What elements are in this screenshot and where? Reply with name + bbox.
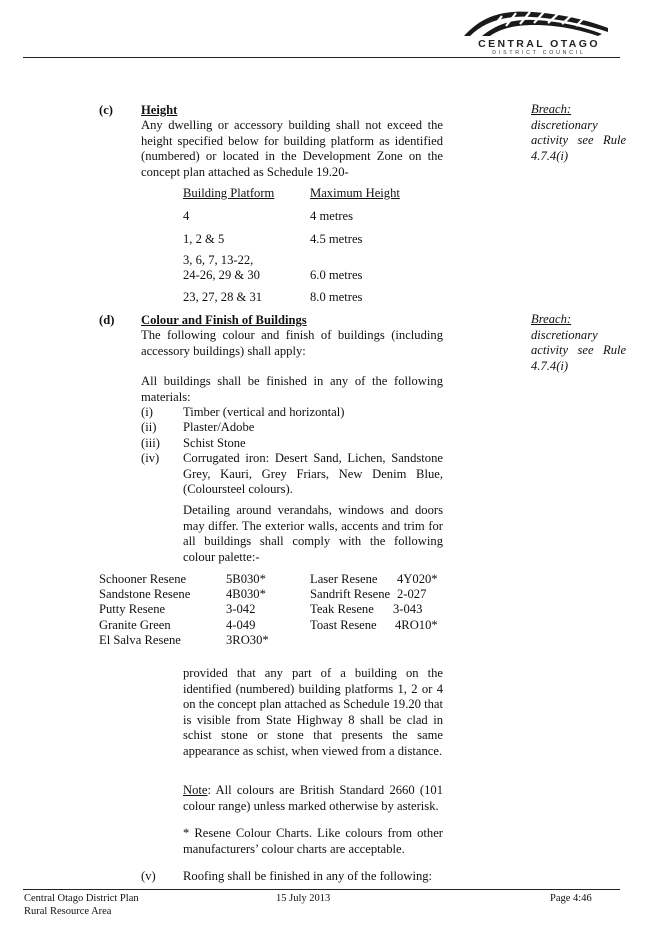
breach-line: discretionary (531, 117, 598, 132)
breach-line: discretionary (531, 327, 598, 342)
table-row-platform: 1, 2 & 5 (183, 232, 225, 246)
breach-line: activity see Rule (531, 343, 627, 358)
resene-note: * Resene Colour Charts. Like colours from other manufacturers’ colour charts are acceptable. (183, 826, 443, 856)
footer-plan-title: Central Otago District Plan (24, 893, 139, 904)
section-d-intro: The following colour and finish of buildings (including accessory buildings) shall apply: (141, 328, 443, 358)
palette-code: 4-049 (226, 618, 256, 632)
table-row-height: 4 metres (310, 209, 354, 223)
footer-page-number: Page 4:46 (550, 893, 592, 904)
breach-line: 4.7.4(i) (531, 148, 569, 163)
hills-logo-icon (462, 6, 610, 40)
note-text: : All colours are British Standard 2660 (101 colour range) unless marked otherwise by asterisk. (183, 783, 443, 813)
breach-line: 4.7.4(i) (531, 358, 569, 373)
note-paragraph (183, 783, 443, 814)
palette-name: Laser Resene (310, 572, 378, 586)
material-num: (i) (141, 405, 153, 419)
palette-name: Granite Green (99, 618, 171, 632)
palette-name: Putty Resene (99, 602, 166, 616)
breach-note-c (531, 102, 631, 164)
breach-title: Breach: (531, 102, 572, 116)
header-rule (23, 57, 620, 58)
table-row-platform: 24-26, 29 & 30 (183, 268, 260, 282)
palette-code: 4RO10* (395, 618, 438, 632)
logo-wordmark: CENTRAL OTAGO (478, 38, 600, 50)
palette-code: 3-043 (393, 602, 423, 616)
proviso-text: provided that any part of a building on the identified (numbered) building platforms 1, 2 or 4 on the concept plan attached as Schedule 19.20 that is visible from State Highway 8 shall be clad in schist stone or stone that presents the same appearance as schist, when viewed from a distance. (183, 666, 443, 758)
roofing-num: (v) (141, 869, 156, 883)
palette-name: Toast Resene (310, 618, 377, 632)
footer-date: 15 July 2013 (276, 893, 331, 904)
table-row-height: 6.0 metres (310, 268, 363, 282)
breach-title: Breach: (531, 312, 572, 326)
table-header-height: Maximum Height (310, 186, 400, 200)
section-d-label: (d) (99, 313, 115, 327)
breach-note-d (531, 312, 631, 374)
palette-name: Sandstone Resene (99, 587, 191, 601)
materials-intro: All buildings shall be finished in any of the following materials: (141, 374, 443, 404)
section-c-body: Any dwelling or accessory building shall not exceed the height specified below for building platform as identified (numbered) or located in the Development Zone on the concept plan attached as Schedule 19.20- (141, 118, 443, 179)
palette-code: 3-042 (226, 602, 256, 616)
palette-code: 5B030* (226, 572, 266, 586)
palette-code: 4B030* (226, 587, 266, 601)
material-text: Corrugated iron: Desert Sand, Lichen, Sandstone Grey, Kauri, Grey Friars, New Denim Blue, (Coloursteel colours). (183, 451, 443, 497)
table-row-height: 8.0 metres (310, 290, 363, 304)
palette-code: 4Y020* (397, 572, 438, 586)
footer-rule (23, 889, 620, 890)
palette-name: Teak Resene (310, 602, 374, 616)
palette-name: El Salva Resene (99, 633, 181, 647)
material-num: (iv) (141, 451, 160, 465)
note-label: Note (183, 783, 208, 797)
logo-subtitle: DISTRICT COUNCIL (492, 50, 586, 56)
detailing-text: Detailing around verandahs, windows and doors may differ. The exterior walls, accents and trim for all buildings shall comply with the following colour palette:- (183, 503, 443, 564)
palette-code: 3RO30* (226, 633, 269, 647)
palette-code: 2-027 (397, 587, 427, 601)
footer-plan-sub: Rural Resource Area (24, 906, 112, 917)
material-text: Timber (vertical and horizontal) (183, 405, 345, 419)
material-num: (ii) (141, 420, 157, 434)
palette-name: Sandrift Resene (310, 587, 391, 601)
material-text: Schist Stone (183, 436, 246, 450)
table-header-platform: Building Platform (183, 186, 275, 200)
section-c-heading: Height (141, 103, 178, 117)
table-row-platform: 4 (183, 209, 190, 223)
table-row-platform: 23, 27, 28 & 31 (183, 290, 263, 304)
material-text: Plaster/Adobe (183, 420, 255, 434)
table-row-platform: 3, 6, 7, 13-22, (183, 253, 254, 267)
section-c-label: (c) (99, 103, 113, 117)
roofing-text: Roofing shall be finished in any of the following: (183, 869, 433, 883)
breach-line: activity see Rule (531, 133, 627, 148)
material-num: (iii) (141, 436, 160, 450)
table-row-height: 4.5 metres (310, 232, 363, 246)
section-d-heading: Colour and Finish of Buildings (141, 313, 307, 327)
palette-name: Schooner Resene (99, 572, 187, 586)
